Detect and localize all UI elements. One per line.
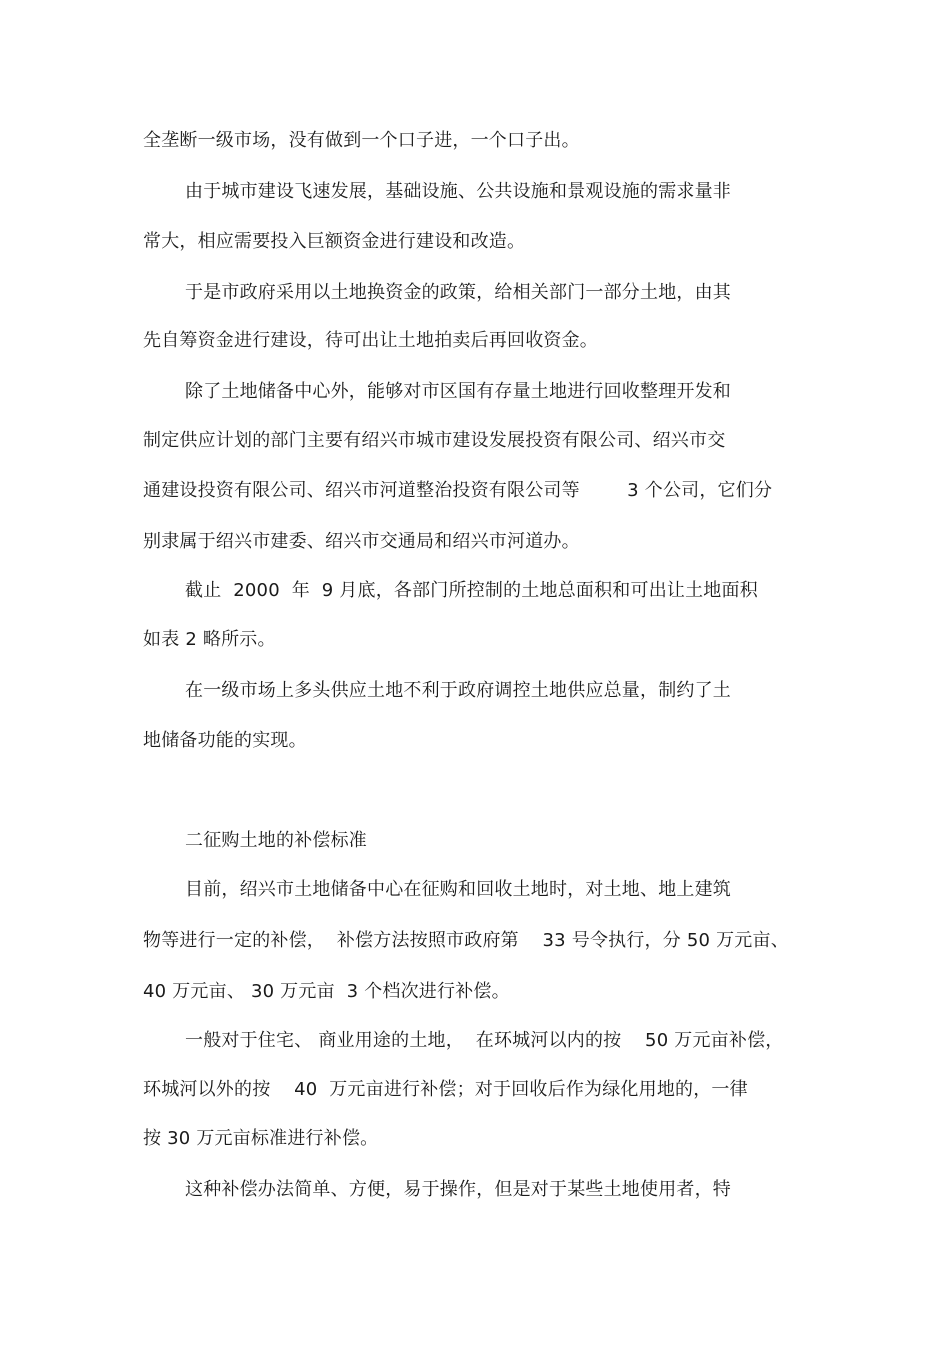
text-line: 这种补偿办法简单、方便，易于操作，但是对于某些土地使用者，特 [185, 1179, 731, 1200]
text-line: 40 万元亩、 30 万元亩 3 个档次进行补偿。 [143, 981, 510, 1002]
text-line: 物等进行一定的补偿， 补偿方法按照市政府第 33 号令执行，分 50 万元亩、 [143, 930, 789, 951]
text-line: 别隶属于绍兴市建委、绍兴市交通局和绍兴市河道办。 [143, 531, 580, 552]
text-line: 环城河以外的按 40 万元亩进行补偿；对于回收后作为绿化用地的，一律 [143, 1079, 748, 1100]
section-heading: 二征购土地的补偿标准 [185, 830, 367, 851]
text-line: 常大，相应需要投入巨额资金进行建设和改造。 [143, 231, 526, 252]
text-line: 除了土地储备中心外，能够对市区国有存量土地进行回收整理开发和 [185, 381, 731, 402]
text-line: 按 30 万元亩标准进行补偿。 [143, 1128, 379, 1149]
text-line: 一般对于住宅、 商业用途的土地， 在环城河以内的按 50 万元亩补偿， [185, 1030, 784, 1051]
text-line: 全垄断一级市场，没有做到一个口子进，一个口子出。 [143, 130, 580, 151]
text-line: 于是市政府采用以土地换资金的政策，给相关部门一部分土地，由其 [185, 282, 731, 303]
text-line: 由于城市建设飞速发展，基础设施、公共设施和景观设施的需求量非 [185, 181, 731, 202]
text-line: 如表 2 略所示。 [143, 629, 276, 650]
text-line: 截止 2000 年 9 月底，各部门所控制的土地总面积和可出让土地面积 [185, 580, 758, 601]
text-line: 在一级市场上多头供应土地不利于政府调控土地供应总量，制约了土 [185, 680, 731, 701]
text-line: 制定供应计划的部门主要有绍兴市城市建设发展投资有限公司、绍兴市交 [143, 430, 726, 451]
text-line: 先自筹资金进行建设，待可出让土地拍卖后再回收资金。 [143, 330, 598, 351]
text-line: 通建设投资有限公司、绍兴市河道整治投资有限公司等 3 个公司，它们分 [143, 480, 773, 501]
text-line: 目前，绍兴市土地储备中心在征购和回收土地时，对土地、地上建筑 [185, 879, 731, 900]
text-line: 地储备功能的实现。 [143, 730, 307, 751]
